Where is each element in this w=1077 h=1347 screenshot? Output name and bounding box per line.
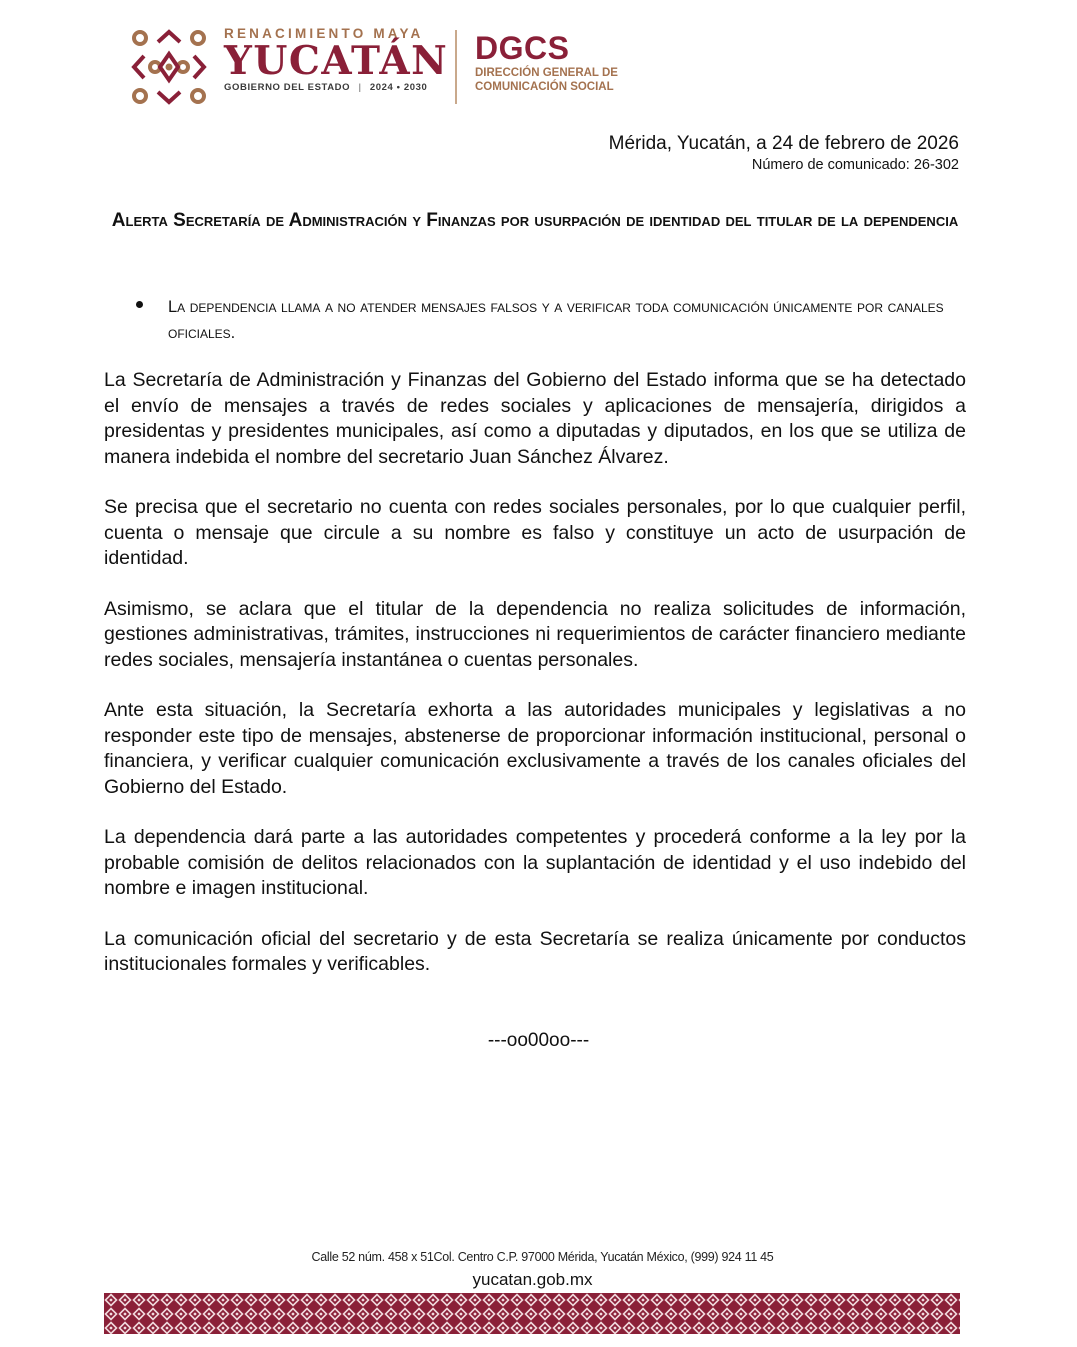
paragraph-6: La comunicación oficial del secretario y de esta Secretaría se realiza únicamente por conductos institucionales formales y verificables. — [104, 927, 966, 975]
paragraph-1: La Secretaría de Administración y Finanzas del Gobierno del Estado informa que se ha detectado el envío de mensajes a través de redes sociales y aplicaciones de mensajería, dirigidos a presidentas y presidentes municipales, así como a diputadas y diputados, en los que se utiliza de manera indebida el nombre del secretario Juan Sánchez Álvarez. — [104, 369, 966, 468]
yucatan-brand — [224, 26, 448, 93]
brand-subtitle: GOBIERNO DEL ESTADO | 2024 • 2030 — [224, 82, 428, 93]
press-number: Número de comunicado: 26-302 — [751, 157, 959, 173]
brand-years: 2024 • 2030 — [369, 82, 428, 93]
paragraph-2: Se precisa que el secretario no cuenta con redes sociales personales, por lo que cualquier perfil, cuenta o mensaje que circule a su nombre es falso y constituye un acto de usurpación de identidad. — [104, 496, 966, 569]
logo-divider — [455, 30, 457, 104]
press-body — [104, 368, 966, 1003]
footer-website[interactable]: yucatan.gob.mx — [472, 1270, 593, 1289]
press-date: Mérida, Yucatán, a 24 de febrero de 2026 — [608, 133, 959, 154]
dgcs-line-1: DIRECCIÓN GENERAL DE — [475, 67, 618, 79]
yucatan-emblem-icon — [130, 28, 208, 106]
bullet-icon — [136, 301, 143, 308]
paragraph-5: La dependencia dará parte a las autoridades competentes y procederá conforme a la ley por la probable comisión de delitos relacionados con la suplantación de identidad y el uso indebido del nombre e imagen institucional. — [104, 826, 966, 899]
paragraph-3: Asimismo, se aclara que el titular de la dependencia no realiza solicitudes de información, gestiones administrativas, trámites, instrucciones ni requerimientos de carácter financiero mediante redes sociales, mensajería instantánea o cuentas personales. — [104, 597, 966, 671]
dgcs-line-2: COMUNICACIÓN SOCIAL — [475, 81, 614, 93]
footer-pattern-band — [104, 1293, 960, 1334]
dgcs-logo — [475, 30, 618, 94]
letterhead — [130, 26, 630, 110]
dgcs-acronym: DGCS — [475, 30, 570, 66]
end-separator: ---oo00oo--- — [487, 1030, 590, 1051]
footer-address: Calle 52 núm. 458 x 51Col. Centro C.P. 97000 Mérida, Yucatán México, (999) 924 11 45 — [311, 1250, 774, 1264]
date-block — [609, 132, 959, 174]
brand-tagline: RENACIMIENTO MAYA — [224, 26, 424, 41]
brand-government: GOBIERNO DEL ESTADO — [224, 82, 351, 93]
summary-text: La dependencia llama a no atender mensajes falsos y a verificar toda comunicación únicamente por canales oficiales. — [168, 298, 944, 342]
paragraph-4: Ante esta situación, la Secretaría exhorta a las autoridades municipales y legislativas a no responder este tipo de mensajes, abstenerse de proporcionar información institucional, personal o financiera, y verificar cualquier comunicación exclusivamente a través de los canales oficiales del Gobierno del Estado. — [104, 699, 966, 798]
brand-name: YUCATÁN — [224, 38, 449, 84]
press-title: Alerta Secretaría de Administración y Finanzas por usurpación de identidad del titular de la dependencia — [111, 210, 959, 231]
